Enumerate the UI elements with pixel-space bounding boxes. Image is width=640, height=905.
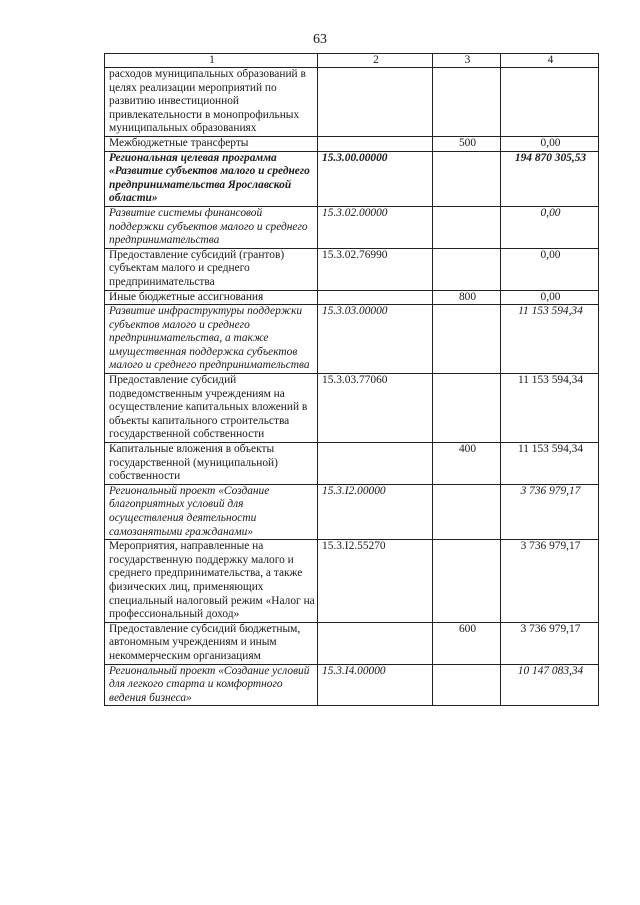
row-code-cell: 15.3.I2.00000 (318, 484, 433, 539)
row-amount-cell: 0,00 (501, 136, 599, 151)
row-amount-cell: 11 153 594,34 (501, 374, 599, 443)
row-amount-cell: 0,00 (501, 290, 599, 305)
row-name-cell: Региональный проект «Создание условий для легкого старта и комфортного ведения бизнеса» (105, 664, 318, 706)
row-code-cell (318, 136, 433, 151)
row-name-cell: Предоставление субсидий бюджетным, автономным учреждениям и иным некоммерческим организациям (105, 622, 318, 664)
row-name-cell: Предоставление субсидий (грантов) субъектам малого и среднего предпринимательства (105, 248, 318, 290)
row-amount-cell (501, 68, 599, 137)
table-row (105, 664, 599, 706)
table-body (105, 68, 599, 706)
row-code-cell: 15.3.I4.00000 (318, 664, 433, 706)
row-type-cell (433, 68, 501, 137)
table-row (105, 206, 599, 248)
row-type-cell: 600 (433, 622, 501, 664)
table-row (105, 443, 599, 485)
row-name-cell: расходов муниципальных образований в целях реализации мероприятий по развитию инвестиционной привлекательности в монопрофильных муниципальных образованиях (105, 68, 318, 137)
row-code-cell: 15.3.03.00000 (318, 305, 433, 374)
row-amount-cell: 0,00 (501, 248, 599, 290)
row-type-cell (433, 484, 501, 539)
row-amount-cell: 3 736 979,17 (501, 484, 599, 539)
table-row (105, 540, 599, 623)
row-name-cell: Межбюджетные трансферты (105, 136, 318, 151)
column-number-3: 3 (433, 54, 501, 68)
row-code-cell: 15.3.02.00000 (318, 206, 433, 248)
row-code-cell (318, 443, 433, 485)
row-amount-cell: 10 147 083,34 (501, 664, 599, 706)
row-name-cell: Региональный проект «Создание благоприятных условий для осуществления деятельности самозанятыми гражданами» (105, 484, 318, 539)
column-number-1: 1 (105, 54, 318, 68)
row-type-cell (433, 151, 501, 206)
table-row (105, 136, 599, 151)
table-row (105, 305, 599, 374)
row-type-cell: 500 (433, 136, 501, 151)
row-type-cell (433, 248, 501, 290)
row-amount-cell: 194 870 305,53 (501, 151, 599, 206)
row-name-cell: Региональная целевая программа «Развитие субъектов малого и среднего предпринимательства Ярославской области» (105, 151, 318, 206)
row-amount-cell: 11 153 594,34 (501, 305, 599, 374)
row-code-cell: 15.3.03.77060 (318, 374, 433, 443)
column-number-row (105, 54, 599, 68)
table-row (105, 68, 599, 137)
row-name-cell: Капитальные вложения в объекты государственной (муниципальной) собственности (105, 443, 318, 485)
row-type-cell (433, 206, 501, 248)
table-row (105, 374, 599, 443)
row-amount-cell: 11 153 594,34 (501, 443, 599, 485)
row-name-cell: Иные бюджетные ассигнования (105, 290, 318, 305)
row-code-cell (318, 290, 433, 305)
row-code-cell (318, 622, 433, 664)
table-row (105, 151, 599, 206)
row-code-cell: 15.3.02.76990 (318, 248, 433, 290)
table-row (105, 290, 599, 305)
row-name-cell: Развитие системы финансовой поддержки субъектов малого и среднего предпринимательства (105, 206, 318, 248)
row-type-cell: 400 (433, 443, 501, 485)
page-number: 63 (313, 32, 327, 47)
table-row (105, 248, 599, 290)
table-row (105, 622, 599, 664)
row-type-cell (433, 664, 501, 706)
row-code-cell (318, 68, 433, 137)
row-type-cell: 800 (433, 290, 501, 305)
column-number-4: 4 (501, 54, 599, 68)
row-type-cell (433, 374, 501, 443)
budget-table (104, 53, 599, 706)
row-name-cell: Мероприятия, направленные на государственную поддержку малого и среднего предпринимательства, а также физических лиц, применяющих специальный налоговый режим «Налог на профессиональный доход» (105, 540, 318, 623)
row-type-cell (433, 540, 501, 623)
row-code-cell: 15.3.I2.55270 (318, 540, 433, 623)
row-amount-cell: 3 736 979,17 (501, 540, 599, 623)
row-code-cell: 15.3.00.00000 (318, 151, 433, 206)
row-name-cell: Предоставление субсидий подведомственным учреждениям на осуществление капитальных вложений в объекты капитального строительства государственной собственности (105, 374, 318, 443)
table-row (105, 484, 599, 539)
row-amount-cell: 3 736 979,17 (501, 622, 599, 664)
row-name-cell: Развитие инфраструктуры поддержки субъектов малого и среднего предпринимательства, а также имущественная поддержка субъектов малого и среднего предпринимательства (105, 305, 318, 374)
row-type-cell (433, 305, 501, 374)
column-number-2: 2 (318, 54, 433, 68)
row-amount-cell: 0,00 (501, 206, 599, 248)
